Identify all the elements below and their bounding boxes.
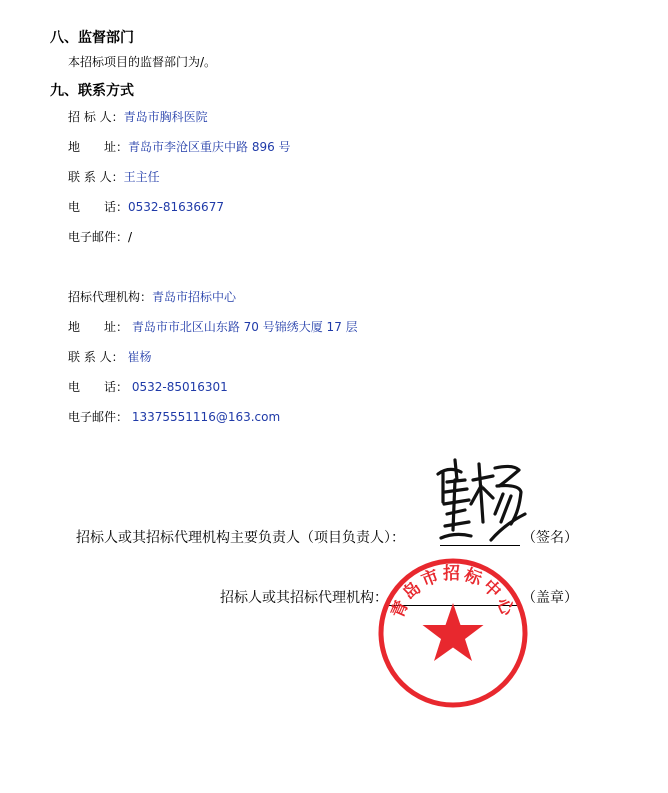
agency-address-value: 青岛市市北区山东路 70 号锦绣大厦 17 层: [131, 320, 358, 334]
org-seal-suffix: （盖章）: [522, 590, 578, 606]
agency-email-label: 电子邮件：: [68, 410, 129, 424]
tenderer-contact-label: 联 系 人：: [68, 170, 124, 184]
agency-contact-row: [68, 348, 151, 365]
tenderer-phone-label: 电 话：: [68, 200, 129, 214]
tenderer-name-row: [68, 108, 208, 125]
agency-address-row: [68, 318, 358, 335]
tenderer-email-value: /: [128, 230, 133, 244]
section8-heading: 八、监督部门: [50, 30, 134, 46]
tenderer-phone-value: 0532-81636677: [128, 200, 224, 214]
org-seal-label: 招标人或其招标代理机构：: [220, 590, 388, 606]
agency-contact-value: 崔杨: [127, 350, 152, 364]
tenderer-name-label: 招 标 人：: [68, 110, 124, 124]
agency-email-row: [68, 408, 280, 425]
tenderer-email-row: [68, 228, 132, 245]
agency-phone-value: 0532-85016301: [131, 380, 228, 394]
section8-text: 本招标项目的监督部门为/。: [68, 55, 217, 69]
tenderer-phone-row: [68, 198, 224, 215]
tenderer-address-value: 青岛市李沧区重庆中路 896 号: [128, 140, 291, 154]
agency-name-value: 青岛市招标中心: [152, 290, 237, 304]
agency-name-row: [68, 288, 236, 305]
section9-heading: 九、联系方式: [50, 83, 134, 99]
tenderer-address-row: [68, 138, 291, 155]
agency-name-label: 招标代理机构：: [68, 290, 153, 304]
tenderer-name-value: 青岛市胸科医院: [123, 110, 208, 124]
company-seal: [375, 555, 531, 711]
agency-phone-row: [68, 378, 228, 395]
handwritten-signature: [435, 452, 527, 547]
tenderer-address-label: 地 址：: [68, 140, 129, 154]
seal-star-icon: [423, 603, 484, 661]
tenderer-email-label: 电子邮件：: [68, 230, 129, 244]
agency-email-value: 13375551116@163.com: [131, 410, 281, 424]
tenderer-contact-row: [68, 168, 160, 185]
seal-text: 青岛市招标中心: [387, 564, 519, 622]
principal-signature-suffix: （签名）: [522, 530, 578, 546]
agency-contact-label: 联 系 人：: [68, 350, 124, 364]
principal-signature-label: 招标人或其招标代理机构主要负责人（项目负责人）：: [76, 530, 405, 546]
tenderer-contact-value: 王主任: [123, 170, 160, 184]
agency-phone-label: 电 话：: [68, 380, 129, 394]
agency-address-label: 地 址：: [68, 320, 129, 334]
